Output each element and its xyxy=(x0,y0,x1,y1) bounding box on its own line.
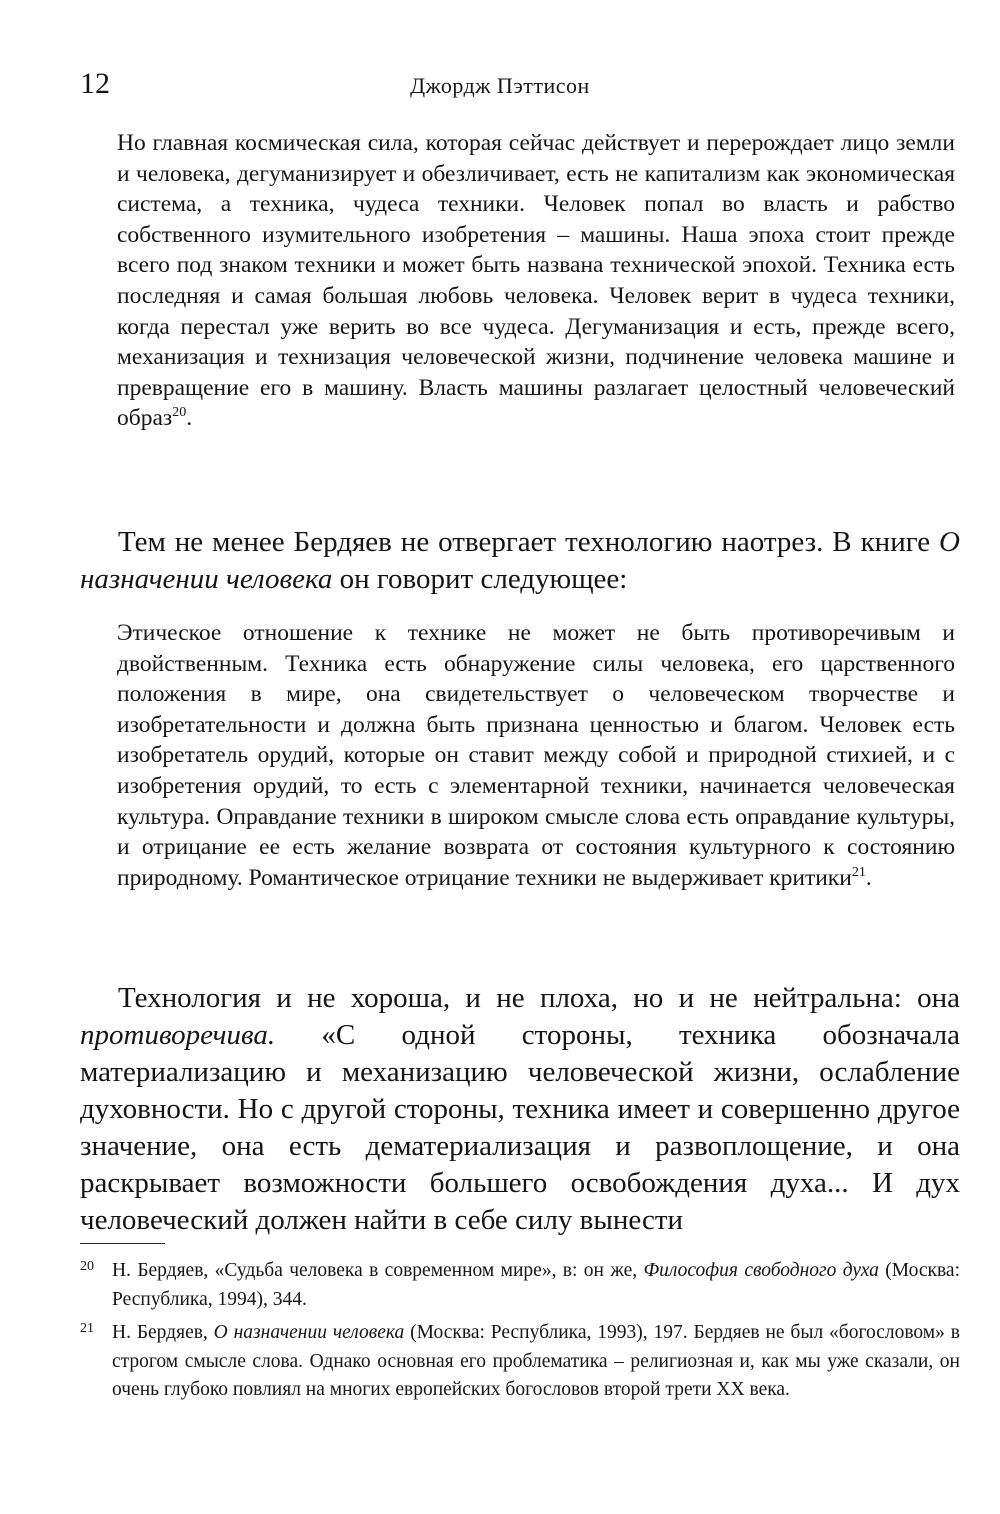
paragraph-1 xyxy=(80,524,960,598)
footnote-20 xyxy=(80,1257,960,1314)
paragraph-2-text-a: Технология и не хороша, и не плоха, но и не нейтральна: она xyxy=(118,982,960,1014)
quote-2-end: . xyxy=(865,864,872,891)
paragraph-1-text-b: он говорит следующее: xyxy=(332,563,628,595)
footnote-text xyxy=(112,1319,960,1405)
paragraph-2-italic: противоречива. xyxy=(80,1019,276,1051)
footnote-text-b: (Москва: Республика, 1993), 197. Бердяев не был «богословом» в строгом смысле слова. Однако основная его проблематика – религиозная и, как мы уже сказали, он очень глубоко повлиял на многих европейских богословов второй трети XX века. xyxy=(112,1322,960,1400)
paragraph-2-text-b: «С одной стороны, техника обозначала материализацию и механизацию человеческой жизни, ослабление духовности. Но с другой стороны, техника имеет и совершенно другое значение, она есть дематериализация и развоплощение, и она раскрывает возможности большего освобождения духа... И дух человеческий должен найти в себе силу вынести xyxy=(80,1019,960,1236)
running-title: Джордж Пэттисон xyxy=(410,73,590,98)
footnote-ref-21[interactable]: 21 xyxy=(851,863,866,880)
page-header xyxy=(80,66,920,106)
quote-1-end: . xyxy=(186,405,193,432)
block-quote-2 xyxy=(117,618,955,893)
footnote-21 xyxy=(80,1319,960,1405)
footnote-text xyxy=(112,1257,960,1314)
block-quote-1 xyxy=(117,128,955,434)
footnote-divider xyxy=(80,1243,165,1244)
footnote-ref-20[interactable]: 20 xyxy=(172,404,187,421)
quote-2-text: Этическое отношение к технике не может не быть противоречивым и двойственным. Техника есть обнаружение силы человека, его царственного положения в мире, она свидетельствует о человеческом творчестве и изобретательности и должна быть признана ценностью и благом. Человек есть изобретатель орудий, которые он ставит между собой и природной стихией, и с изобретения орудий, то есть с элементарной техники, начинается человеческая культура. Оправдание техники в широком смысле слова есть оправдание культуры, и отрицание ее есть желание возврата от состояния культурного к состоянию природному. Романтическое отрицание техники не выдерживает критики xyxy=(117,620,955,891)
footnote-text-b: (Москва: Республика, 1994), 344. xyxy=(112,1260,961,1310)
quote-1-text: Но главная космическая сила, которая сейчас действует и перерождает лицо земли и человека, дегуманизирует и обезличивает, есть не капитализм как экономическая система, а техника, чудеса техники. Человек попал во власть и рабство собственного изумительного изобретения – машины. Наша эпоха стоит прежде всего под знаком техники и может быть названа технической эпохой. Техника есть последняя и самая большая любовь человека. Человек верит в чудеса техники, когда перестал уже верить во все чудеса. Дегуманизация и есть, прежде всего, механизация и технизация человеческой жизни, подчинение человека машине и превращение его в машину. Власть машины разлагает целостный человеческий образ xyxy=(117,130,955,432)
footnote-text-a: Н. Бердяев, «Судьба человека в современном мире», в: он же, xyxy=(112,1260,644,1281)
footnote-italic: О назначении человека xyxy=(213,1322,405,1343)
page-number: 12 xyxy=(80,67,110,100)
footnote-number: 21 xyxy=(80,1321,94,1336)
paragraph-1-text-a: Тем не менее Бердяев не отвергает технологию наотрез. В книге xyxy=(118,526,940,558)
footnote-text-a: Н. Бердяев, xyxy=(112,1322,214,1343)
book-title-italic: О назначении человека xyxy=(80,526,960,595)
footnote-number: 20 xyxy=(80,1259,94,1274)
paragraph-2 xyxy=(80,980,960,1239)
footnote-italic: Философия свободного духа xyxy=(643,1260,879,1281)
